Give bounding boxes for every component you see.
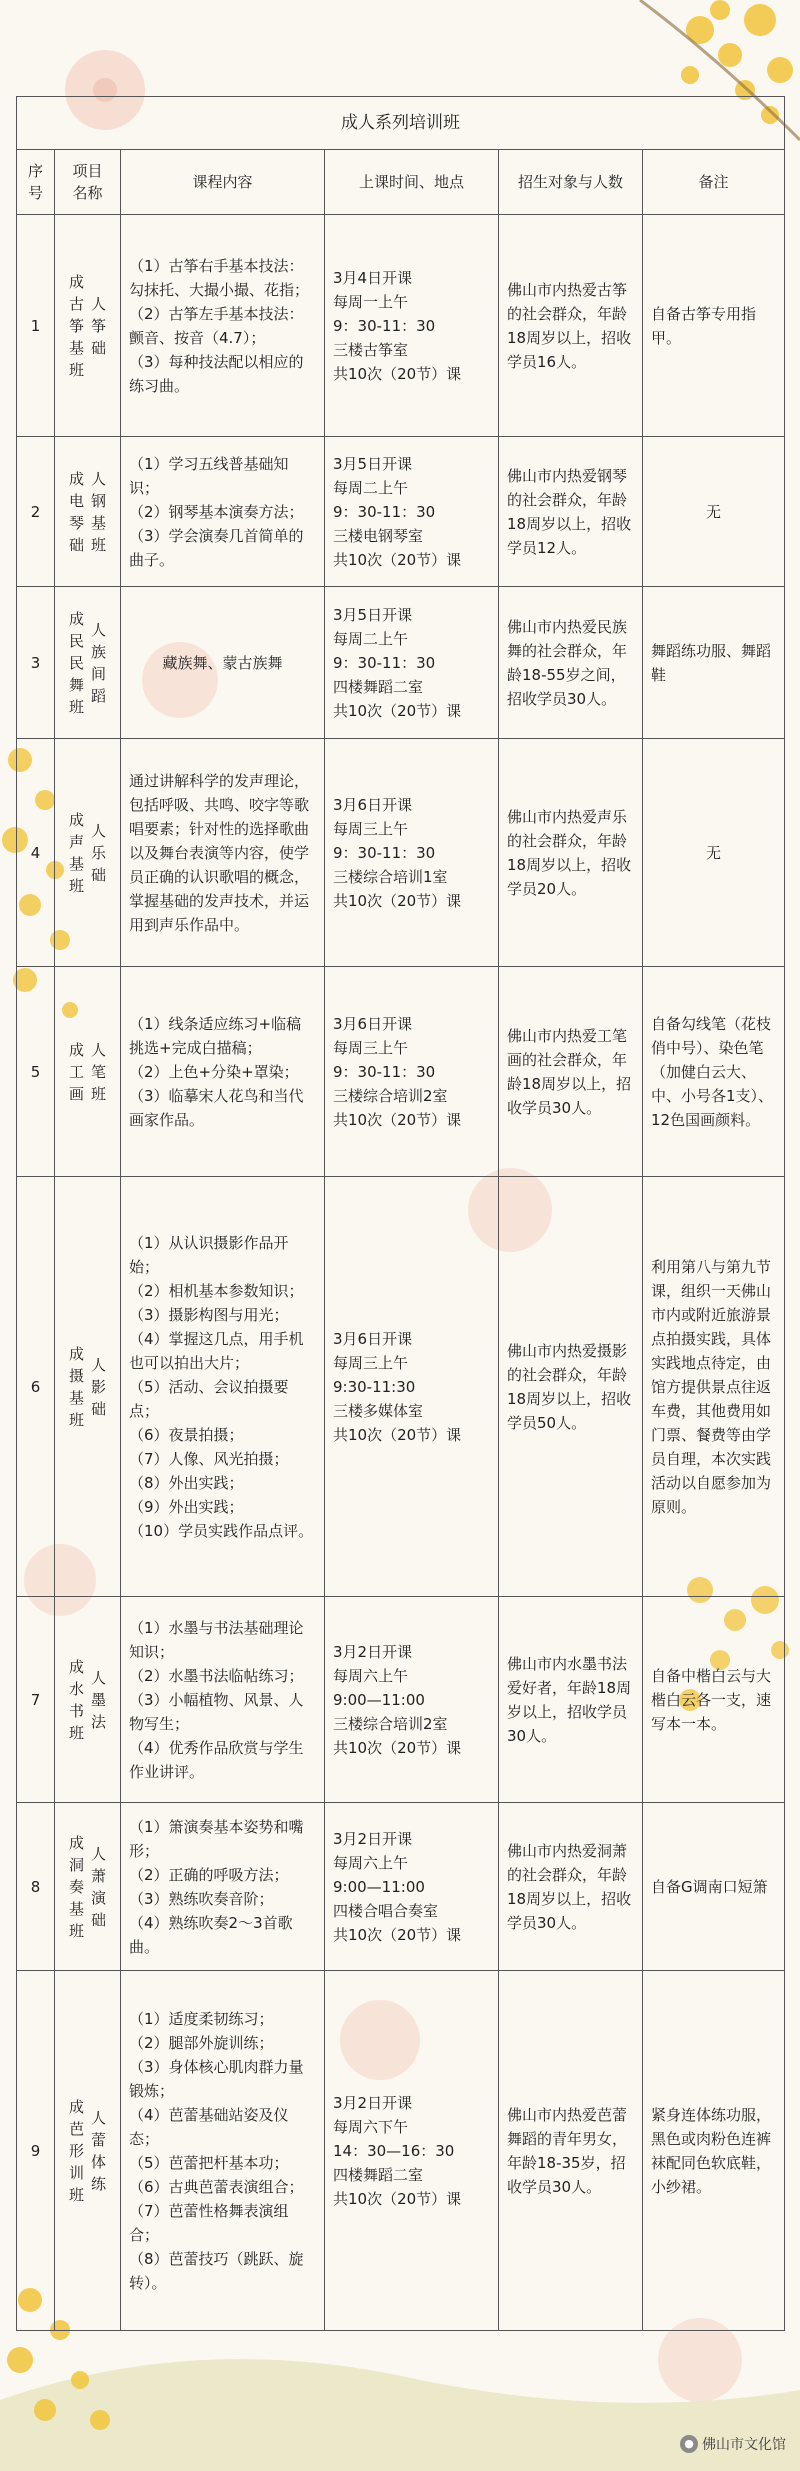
- header-name: 项目名称: [55, 150, 121, 215]
- course-name-left: 成民民舞班: [68, 609, 84, 716]
- schedule-line: 共10次（20节）课: [333, 1110, 462, 1129]
- remarks: 自备古筝专用指甲。: [643, 215, 785, 437]
- enrollment-target: 佛山市内水墨书法爱好者，年龄18周岁以上，招收学员30人。: [499, 1597, 643, 1803]
- schedule-location: [325, 1597, 499, 1803]
- row-number: 4: [17, 739, 55, 967]
- schedule-location: [325, 437, 499, 587]
- schedule-line: 每周六下午: [333, 2117, 409, 2136]
- header-content: 课程内容: [121, 150, 325, 215]
- course-name-right: 人筝础: [90, 294, 106, 357]
- schedule-line: 14：30—16：30: [333, 2141, 455, 2160]
- course-name-right: 人钢基班: [90, 469, 106, 554]
- schedule-line: 9:00—11:00: [333, 1690, 425, 1709]
- schedule-location: [325, 967, 499, 1177]
- course-name: [55, 437, 121, 587]
- schedule-line: 共10次（20节）课: [333, 701, 462, 720]
- course-name-left: 成水书班: [68, 1657, 84, 1742]
- schedule-location: [325, 1177, 499, 1597]
- content-line: （5）芭蕾把杆基本功；: [129, 2153, 289, 2172]
- schedule-line: 三楼古筝室: [333, 340, 409, 359]
- schedule-line: 3月5日开课: [333, 454, 413, 473]
- schedule-location: [325, 215, 499, 437]
- schedule-line: 9:30-11:30: [333, 1377, 416, 1396]
- enrollment-target: 佛山市内热爱芭蕾舞蹈的青年男女，年龄18-35岁，招收学员30人。: [499, 1971, 643, 2331]
- row-number: 2: [17, 437, 55, 587]
- content-line: （1）水墨与书法基础理论知识；: [129, 1618, 304, 1661]
- course-content: [121, 437, 325, 587]
- table-row: [17, 437, 785, 587]
- course-name-left: 成工画: [68, 1040, 84, 1103]
- schedule-line: 每周二上午: [333, 478, 409, 497]
- schedule-line: 共10次（20节）课: [333, 1425, 462, 1444]
- content-line: （4）芭蕾基础站姿及仪态；: [129, 2105, 289, 2148]
- course-name-right: 人萧演础: [90, 1844, 106, 1929]
- enrollment-target: 佛山市内热爱声乐的社会群众，年龄18周岁以上，招收学员20人。: [499, 739, 643, 967]
- schedule-line: 9：30-11：30: [333, 316, 436, 335]
- table-row: [17, 967, 785, 1177]
- content-line: （10）学员实践作品点评。: [129, 1521, 314, 1540]
- content-line: （1）古筝右手基本技法：勾抹托、大撮小撮、花指；: [129, 256, 310, 299]
- course-content: [121, 215, 325, 437]
- content-line: （7）芭蕾性格舞表演组合；: [129, 2201, 289, 2244]
- row-number: 3: [17, 587, 55, 739]
- schedule-line: 3月6日开课: [333, 795, 413, 814]
- content-line: （4）优秀作品欣赏与学生作业讲评。: [129, 1738, 304, 1781]
- remarks: 自备中楷白云与大楷白云各一支，速写本一本。: [643, 1597, 785, 1803]
- enrollment-target: 佛山市内热爱洞萧的社会群众，年龄18周岁以上，招收学员30人。: [499, 1803, 643, 1971]
- course-name: [55, 1971, 121, 2331]
- schedule-line: 每周二上午: [333, 629, 409, 648]
- course-content: [121, 1177, 325, 1597]
- content-line: （1）箫演奏基本姿势和嘴形；: [129, 1817, 304, 1860]
- course-name: [55, 739, 121, 967]
- schedule-line: 共10次（20节）课: [333, 364, 462, 383]
- schedule-line: 9：30-11：30: [333, 502, 436, 521]
- schedule-line: 每周三上午: [333, 819, 409, 838]
- course-name: [55, 215, 121, 437]
- content-line: （4）熟练吹奏2～3首歌曲。: [129, 1913, 293, 1956]
- course-table-wrapper: [16, 96, 784, 2331]
- course-name: [55, 967, 121, 1177]
- schedule-location: [325, 1971, 499, 2331]
- schedule-location: [325, 1803, 499, 1971]
- course-name-right: 人乐础: [90, 821, 106, 884]
- row-number: 9: [17, 1971, 55, 2331]
- table-row: [17, 1803, 785, 1971]
- schedule-line: 9：30-11：30: [333, 843, 436, 862]
- course-name-left: 成摄基班: [68, 1344, 84, 1429]
- remarks: 自备G调南口短箫: [643, 1803, 785, 1971]
- schedule-line: 3月6日开课: [333, 1014, 413, 1033]
- course-content: [121, 967, 325, 1177]
- content-line: （8）外出实践；: [129, 1473, 244, 1492]
- content-line: （2）水墨书法临帖练习；: [129, 1666, 304, 1685]
- content-line: （3）临摹宋人花鸟和当代画家作品。: [129, 1086, 304, 1129]
- row-number: 1: [17, 215, 55, 437]
- schedule-line: 每周三上午: [333, 1353, 409, 1372]
- schedule-line: 共10次（20节）课: [333, 2189, 462, 2208]
- enrollment-target: 佛山市内热爱工笔画的社会群众，年龄18周岁以上，招收学员30人。: [499, 967, 643, 1177]
- course-content: [121, 587, 325, 739]
- content-line: （2）腿部外旋训练；: [129, 2033, 274, 2052]
- course-name-left: 成古筝基班: [68, 272, 84, 379]
- course-name: [55, 587, 121, 739]
- schedule-location: [325, 587, 499, 739]
- content-line: （3）身体核心肌肉群力量锻炼；: [129, 2057, 304, 2100]
- schedule-line: 四楼舞蹈二室: [333, 677, 424, 696]
- content-line: （3）学会演奏几首简单的曲子。: [129, 526, 304, 569]
- content-line: （1）适度柔韧练习；: [129, 2009, 274, 2028]
- content-line: （1）从认识摄影作品开始；: [129, 1233, 289, 1276]
- watermark-text: 佛山市文化馆: [702, 2437, 786, 2453]
- remarks: 自备勾线笔（花枝俏中号）、染色笔（加健白云大、中、小号各1支）、12色国画颜料。: [643, 967, 785, 1177]
- course-name-right: 人蕾体练: [90, 2108, 106, 2193]
- schedule-line: 3月6日开课: [333, 1329, 413, 1348]
- enrollment-target: 佛山市内热爱摄影的社会群众，年龄18周岁以上，招收学员50人。: [499, 1177, 643, 1597]
- schedule-line: 三楼综合培训2室: [333, 1714, 448, 1733]
- table-row: [17, 739, 785, 967]
- course-name: [55, 1597, 121, 1803]
- header-note: 备注: [643, 150, 785, 215]
- enrollment-target: 佛山市内热爱民族舞的社会群众，年龄18-55岁之间，招收学员30人。: [499, 587, 643, 739]
- schedule-line: 三楼综合培训1室: [333, 867, 448, 886]
- header-num: 序号: [17, 150, 55, 215]
- enrollment-target: 佛山市内热爱钢琴的社会群众，年龄18周岁以上，招收学员12人。: [499, 437, 643, 587]
- course-name: [55, 1803, 121, 1971]
- content-line: （2）古筝左手基本技法：颤音、按音（4.7）；: [129, 304, 304, 347]
- content-line: （9）外出实践；: [129, 1497, 244, 1516]
- remarks: 无: [643, 739, 785, 967]
- remarks: 利用第八与第九节课，组织一天佛山市内或附近旅游景点拍摄实践，具体实践地点待定，由馆方提供景点往返车费，其他费用如门票、餐费等由学员自理，本次实践活动以自愿参加为原则。: [643, 1177, 785, 1597]
- table-row: [17, 1597, 785, 1803]
- schedule-line: 9：30-11：30: [333, 1062, 436, 1081]
- content-line: （1）学习五线普基础知识；: [129, 454, 289, 497]
- schedule-line: 每周六上午: [333, 1853, 409, 1872]
- content-line: （5）活动、会议拍摄要点；: [129, 1377, 289, 1420]
- content-line: （4）掌握这几点，用手机也可以拍出大片；: [129, 1329, 304, 1372]
- row-number: 7: [17, 1597, 55, 1803]
- course-name: [55, 1177, 121, 1597]
- table-title: 成人系列培训班: [17, 97, 785, 150]
- content-line: （3）每种技法配以相应的练习曲。: [129, 352, 304, 395]
- content-line: （6）古典芭蕾表演组合；: [129, 2177, 304, 2196]
- course-name-right: 人墨法: [90, 1668, 106, 1731]
- schedule-line: 每周三上午: [333, 1038, 409, 1057]
- course-name-left: 成芭形训班: [68, 2097, 84, 2204]
- watermark: [680, 2434, 786, 2454]
- schedule-line: 三楼电钢琴室: [333, 526, 424, 545]
- schedule-line: 每周六上午: [333, 1666, 409, 1685]
- enrollment-target: 佛山市内热爱古筝的社会群众，年龄18周岁以上，招收学员16人。: [499, 215, 643, 437]
- course-content: [121, 1597, 325, 1803]
- schedule-line: 四楼合唱合奏室: [333, 1901, 439, 1920]
- schedule-line: 三楼综合培训2室: [333, 1086, 448, 1105]
- table-row: [17, 1971, 785, 2331]
- course-content: [121, 1971, 325, 2331]
- course-content: [121, 739, 325, 967]
- content-line: （1）线条适应练习+临稿挑选+完成白描稿；: [129, 1014, 302, 1057]
- schedule-line: 3月4日开课: [333, 268, 413, 287]
- schedule-line: 3月5日开课: [333, 605, 413, 624]
- course-name-right: 人笔班: [90, 1040, 106, 1103]
- content-line: （7）人像、风光拍摄；: [129, 1449, 289, 1468]
- schedule-line: 共10次（20节）课: [333, 550, 462, 569]
- course-name-right: 人族间蹈: [90, 620, 106, 705]
- row-number: 5: [17, 967, 55, 1177]
- content-line: （2）上色+分染+罩染；: [129, 1062, 299, 1081]
- table-row: [17, 215, 785, 437]
- schedule-line: 每周一上午: [333, 292, 409, 311]
- schedule-line: 共10次（20节）课: [333, 1925, 462, 1944]
- schedule-line: 3月2日开课: [333, 2093, 413, 2112]
- schedule-line: 四楼舞蹈二室: [333, 2165, 424, 2184]
- content-line: （6）夜景拍摄；: [129, 1425, 244, 1444]
- course-name-left: 成声基班: [68, 810, 84, 895]
- table-body: [17, 215, 785, 2331]
- schedule-line: 三楼多媒体室: [333, 1401, 424, 1420]
- content-line: （8）芭蕾技巧（跳跃、旋转）。: [129, 2249, 304, 2292]
- course-table: [16, 96, 785, 2331]
- content-line: 藏族舞、蒙古族舞: [162, 653, 283, 672]
- course-name-right: 人影础: [90, 1355, 106, 1418]
- table-header-row: [17, 150, 785, 215]
- course-name-left: 成洞奏基班: [68, 1833, 84, 1940]
- row-number: 6: [17, 1177, 55, 1597]
- remarks: 舞蹈练功服、舞蹈鞋: [643, 587, 785, 739]
- schedule-line: 9:00—11:00: [333, 1877, 425, 1896]
- content-line: （2）正确的呼吸方法；: [129, 1865, 289, 1884]
- content-line: （3）小幅植物、风景、人物写生；: [129, 1690, 304, 1733]
- schedule-location: [325, 739, 499, 967]
- table-row: [17, 1177, 785, 1597]
- remarks: 紧身连体练功服，黑色或肉粉色连裤袜配同色软底鞋，小纱裙。: [643, 1971, 785, 2331]
- schedule-line: 9：30-11：30: [333, 653, 436, 672]
- wechat-icon: ●: [680, 2435, 698, 2453]
- schedule-line: 共10次（20节）课: [333, 1738, 462, 1757]
- content-line: （3）熟练吹奏音阶；: [129, 1889, 274, 1908]
- remarks: 无: [643, 437, 785, 587]
- content-line: （2）钢琴基本演奏方法；: [129, 502, 304, 521]
- course-content: [121, 1803, 325, 1971]
- table-row: [17, 587, 785, 739]
- header-target: 招生对象与人数: [499, 150, 643, 215]
- schedule-line: 3月2日开课: [333, 1642, 413, 1661]
- header-time: 上课时间、地点: [325, 150, 499, 215]
- content-line: （2）相机基本参数知识；: [129, 1281, 304, 1300]
- content-line: （3）摄影构图与用光；: [129, 1305, 289, 1324]
- row-number: 8: [17, 1803, 55, 1971]
- content-line: 通过讲解科学的发声理论，包括呼吸、共鸣、咬字等歌唱要素；针对性的选择歌曲以及舞台表演等内容，使学员正确的认识歌唱的概念，掌握基础的发声技术，并运用到声乐作品中。: [129, 771, 310, 934]
- schedule-line: 3月2日开课: [333, 1829, 413, 1848]
- schedule-line: 共10次（20节）课: [333, 891, 462, 910]
- course-name-left: 成电琴础: [68, 469, 84, 554]
